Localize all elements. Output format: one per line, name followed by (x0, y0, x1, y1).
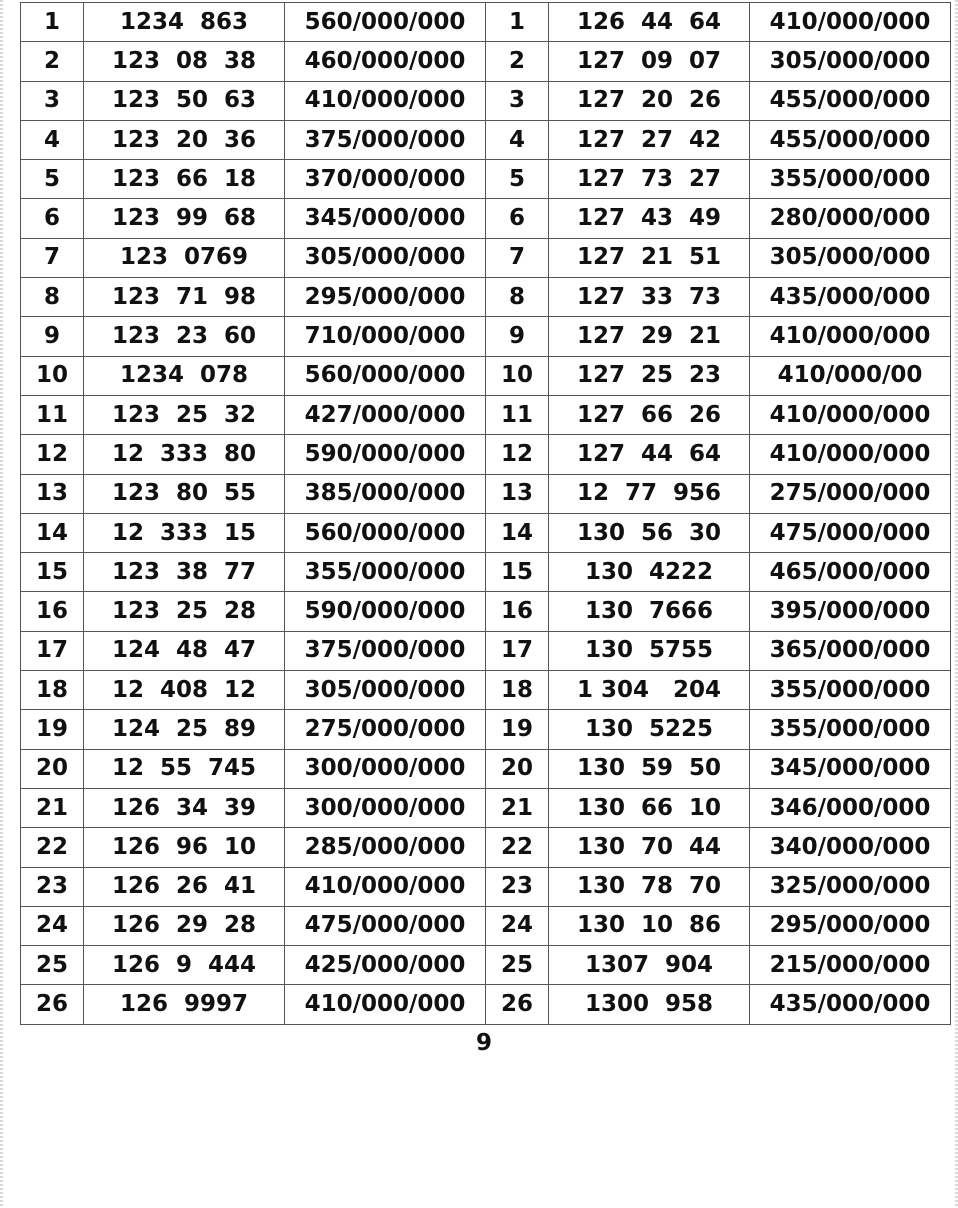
right-index-cell: 18 (486, 671, 549, 710)
right-index-cell: 12 (486, 435, 549, 474)
right-index-cell: 25 (486, 946, 549, 985)
right-code-cell: 1307 904 (549, 946, 750, 985)
left-index-cell: 16 (21, 592, 84, 631)
table-row (21, 513, 951, 552)
left-amount-cell: 590/000/000 (285, 435, 486, 474)
right-index-cell: 26 (486, 985, 549, 1024)
right-amount-cell: 215/000/000 (750, 946, 951, 985)
table-row (21, 946, 951, 985)
left-index-cell: 5 (21, 160, 84, 199)
left-code-cell: 123 71 98 (84, 278, 285, 317)
left-amount-cell: 275/000/000 (285, 710, 486, 749)
right-code-cell: 130 5225 (549, 710, 750, 749)
right-amount-cell: 410/000/000 (750, 435, 951, 474)
left-amount-cell: 355/000/000 (285, 553, 486, 592)
right-amount-cell: 410/000/00 (750, 356, 951, 395)
table-row (21, 160, 951, 199)
left-amount-cell: 560/000/000 (285, 356, 486, 395)
right-code-cell: 127 29 21 (549, 317, 750, 356)
right-code-cell: 127 73 27 (549, 160, 750, 199)
right-code-cell: 130 66 10 (549, 788, 750, 827)
table-row (21, 985, 951, 1024)
left-index-cell: 7 (21, 238, 84, 277)
right-index-cell: 24 (486, 906, 549, 945)
left-amount-cell: 710/000/000 (285, 317, 486, 356)
left-index-cell: 6 (21, 199, 84, 238)
table-row (21, 278, 951, 317)
right-code-cell: 130 4222 (549, 553, 750, 592)
left-index-cell: 18 (21, 671, 84, 710)
left-amount-cell: 285/000/000 (285, 828, 486, 867)
right-amount-cell: 355/000/000 (750, 671, 951, 710)
right-index-cell: 15 (486, 553, 549, 592)
left-index-cell: 26 (21, 985, 84, 1024)
left-amount-cell: 385/000/000 (285, 474, 486, 513)
right-code-cell: 126 44 64 (549, 3, 750, 42)
table-row (21, 867, 951, 906)
right-amount-cell: 435/000/000 (750, 278, 951, 317)
left-code-cell: 1234 863 (84, 3, 285, 42)
right-index-cell: 19 (486, 710, 549, 749)
right-amount-cell: 295/000/000 (750, 906, 951, 945)
table-row (21, 3, 951, 42)
page-edge-left (0, 0, 3, 1208)
right-amount-cell: 305/000/000 (750, 238, 951, 277)
table-row (21, 435, 951, 474)
table-row (21, 749, 951, 788)
right-amount-cell: 410/000/000 (750, 3, 951, 42)
right-code-cell: 127 21 51 (549, 238, 750, 277)
right-code-cell: 130 70 44 (549, 828, 750, 867)
right-amount-cell: 345/000/000 (750, 749, 951, 788)
right-amount-cell: 340/000/000 (750, 828, 951, 867)
left-amount-cell: 305/000/000 (285, 671, 486, 710)
left-code-cell: 126 26 41 (84, 867, 285, 906)
table-row (21, 42, 951, 81)
left-amount-cell: 375/000/000 (285, 120, 486, 159)
left-amount-cell: 425/000/000 (285, 946, 486, 985)
right-index-cell: 23 (486, 867, 549, 906)
right-code-cell: 1 304 204 (549, 671, 750, 710)
left-code-cell: 123 50 63 (84, 81, 285, 120)
left-code-cell: 123 38 77 (84, 553, 285, 592)
right-index-cell: 16 (486, 592, 549, 631)
right-code-cell: 130 10 86 (549, 906, 750, 945)
table-row (21, 474, 951, 513)
right-amount-cell: 455/000/000 (750, 81, 951, 120)
left-amount-cell: 300/000/000 (285, 788, 486, 827)
right-amount-cell: 365/000/000 (750, 631, 951, 670)
table-row (21, 906, 951, 945)
left-amount-cell: 345/000/000 (285, 199, 486, 238)
right-amount-cell: 355/000/000 (750, 160, 951, 199)
right-code-cell: 12 77 956 (549, 474, 750, 513)
right-index-cell: 2 (486, 42, 549, 81)
left-code-cell: 123 80 55 (84, 474, 285, 513)
table-row (21, 356, 951, 395)
left-index-cell: 24 (21, 906, 84, 945)
left-amount-cell: 375/000/000 (285, 631, 486, 670)
right-index-cell: 8 (486, 278, 549, 317)
right-index-cell: 20 (486, 749, 549, 788)
table-row (21, 671, 951, 710)
right-index-cell: 6 (486, 199, 549, 238)
right-code-cell: 127 09 07 (549, 42, 750, 81)
table-body (21, 3, 951, 1025)
left-index-cell: 12 (21, 435, 84, 474)
left-amount-cell: 295/000/000 (285, 278, 486, 317)
left-amount-cell: 410/000/000 (285, 867, 486, 906)
left-index-cell: 20 (21, 749, 84, 788)
left-amount-cell: 410/000/000 (285, 81, 486, 120)
left-code-cell: 123 66 18 (84, 160, 285, 199)
right-code-cell: 127 27 42 (549, 120, 750, 159)
left-index-cell: 9 (21, 317, 84, 356)
right-index-cell: 13 (486, 474, 549, 513)
right-amount-cell: 325/000/000 (750, 867, 951, 906)
left-index-cell: 21 (21, 788, 84, 827)
left-amount-cell: 305/000/000 (285, 238, 486, 277)
left-index-cell: 14 (21, 513, 84, 552)
right-amount-cell: 410/000/000 (750, 317, 951, 356)
left-index-cell: 4 (21, 120, 84, 159)
right-index-cell: 22 (486, 828, 549, 867)
data-table (20, 2, 951, 1025)
right-code-cell: 127 43 49 (549, 199, 750, 238)
right-code-cell: 1300 958 (549, 985, 750, 1024)
left-index-cell: 15 (21, 553, 84, 592)
left-code-cell: 12 333 15 (84, 513, 285, 552)
right-amount-cell: 465/000/000 (750, 553, 951, 592)
right-amount-cell: 475/000/000 (750, 513, 951, 552)
right-code-cell: 127 20 26 (549, 81, 750, 120)
left-code-cell: 126 29 28 (84, 906, 285, 945)
left-index-cell: 19 (21, 710, 84, 749)
table-row (21, 199, 951, 238)
right-index-cell: 1 (486, 3, 549, 42)
table-row (21, 238, 951, 277)
table-row (21, 553, 951, 592)
left-index-cell: 13 (21, 474, 84, 513)
right-amount-cell: 435/000/000 (750, 985, 951, 1024)
table-row (21, 592, 951, 631)
right-index-cell: 21 (486, 788, 549, 827)
right-code-cell: 127 33 73 (549, 278, 750, 317)
right-index-cell: 10 (486, 356, 549, 395)
right-amount-cell: 355/000/000 (750, 710, 951, 749)
right-code-cell: 130 78 70 (549, 867, 750, 906)
left-index-cell: 8 (21, 278, 84, 317)
left-code-cell: 123 25 28 (84, 592, 285, 631)
left-code-cell: 1234 078 (84, 356, 285, 395)
right-amount-cell: 346/000/000 (750, 788, 951, 827)
right-amount-cell: 395/000/000 (750, 592, 951, 631)
right-amount-cell: 305/000/000 (750, 42, 951, 81)
right-index-cell: 4 (486, 120, 549, 159)
left-index-cell: 23 (21, 867, 84, 906)
right-code-cell: 130 7666 (549, 592, 750, 631)
left-amount-cell: 560/000/000 (285, 3, 486, 42)
right-index-cell: 17 (486, 631, 549, 670)
left-amount-cell: 475/000/000 (285, 906, 486, 945)
right-index-cell: 7 (486, 238, 549, 277)
right-amount-cell: 410/000/000 (750, 395, 951, 434)
left-index-cell: 17 (21, 631, 84, 670)
left-code-cell: 126 96 10 (84, 828, 285, 867)
left-code-cell: 123 23 60 (84, 317, 285, 356)
left-code-cell: 123 08 38 (84, 42, 285, 81)
table-row (21, 710, 951, 749)
left-index-cell: 10 (21, 356, 84, 395)
table-row (21, 395, 951, 434)
left-index-cell: 25 (21, 946, 84, 985)
left-amount-cell: 427/000/000 (285, 395, 486, 434)
left-index-cell: 2 (21, 42, 84, 81)
right-index-cell: 5 (486, 160, 549, 199)
left-code-cell: 124 25 89 (84, 710, 285, 749)
left-amount-cell: 370/000/000 (285, 160, 486, 199)
right-code-cell: 130 59 50 (549, 749, 750, 788)
table-row (21, 120, 951, 159)
left-amount-cell: 560/000/000 (285, 513, 486, 552)
right-amount-cell: 280/000/000 (750, 199, 951, 238)
right-code-cell: 127 25 23 (549, 356, 750, 395)
table-row (21, 788, 951, 827)
right-amount-cell: 275/000/000 (750, 474, 951, 513)
table-row (21, 631, 951, 670)
right-index-cell: 11 (486, 395, 549, 434)
left-amount-cell: 300/000/000 (285, 749, 486, 788)
right-index-cell: 14 (486, 513, 549, 552)
left-code-cell: 126 9 444 (84, 946, 285, 985)
right-index-cell: 3 (486, 81, 549, 120)
left-code-cell: 123 0769 (84, 238, 285, 277)
left-code-cell: 12 408 12 (84, 671, 285, 710)
page-number: 9 (475, 1030, 492, 1056)
left-code-cell: 123 99 68 (84, 199, 285, 238)
right-code-cell: 127 66 26 (549, 395, 750, 434)
table-row (21, 81, 951, 120)
right-amount-cell: 455/000/000 (750, 120, 951, 159)
table-row (21, 828, 951, 867)
right-code-cell: 130 5755 (549, 631, 750, 670)
left-code-cell: 126 9997 (84, 985, 285, 1024)
right-index-cell: 9 (486, 317, 549, 356)
left-code-cell: 123 20 36 (84, 120, 285, 159)
left-code-cell: 12 333 80 (84, 435, 285, 474)
left-code-cell: 124 48 47 (84, 631, 285, 670)
left-index-cell: 3 (21, 81, 84, 120)
left-index-cell: 11 (21, 395, 84, 434)
right-code-cell: 130 56 30 (549, 513, 750, 552)
left-amount-cell: 460/000/000 (285, 42, 486, 81)
right-code-cell: 127 44 64 (549, 435, 750, 474)
left-amount-cell: 410/000/000 (285, 985, 486, 1024)
table-row (21, 317, 951, 356)
left-code-cell: 123 25 32 (84, 395, 285, 434)
left-code-cell: 126 34 39 (84, 788, 285, 827)
left-index-cell: 1 (21, 3, 84, 42)
left-code-cell: 12 55 745 (84, 749, 285, 788)
left-index-cell: 22 (21, 828, 84, 867)
left-amount-cell: 590/000/000 (285, 592, 486, 631)
